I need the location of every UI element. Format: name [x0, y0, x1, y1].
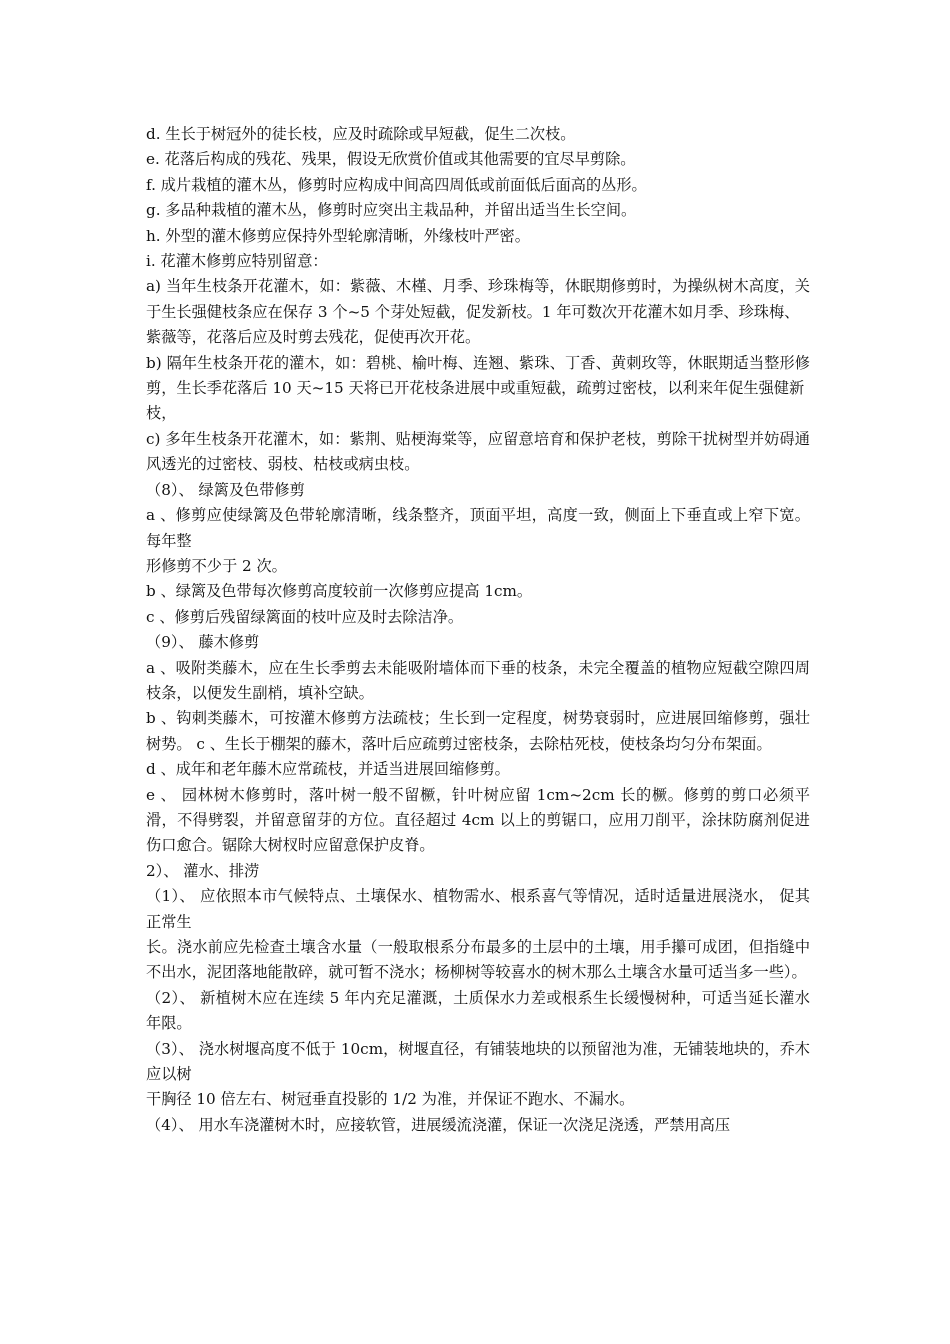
paragraph-item-f: f. 成片栽植的灌木丛，修剪时应构成中间高四周低或前面低后面高的丛形。	[146, 175, 647, 194]
paragraph-irrigation-2: （2）、 新植树木应在连续 5 年内充足灌溉，土质保水力差或根系生长缓慢树种，可适当延长灌水年限。	[146, 988, 810, 1033]
paragraph-irrigation-3-cont: 干胸径 10 倍左右、树冠垂直投影的 1/2 为准，并保证不跑水、不漏水。	[146, 1090, 635, 1109]
paragraph-shrub-annual: a) 当年生枝条开花灌木，如：紫薇、木槿、月季、珍珠梅等，休眠期修剪时，为操纵树木高度，关于生长强健枝条应在保存 3 个~5 个芽处短截，促发新枝。1 年可数次开花灌木如月季、珍珠梅、	[146, 277, 810, 321]
paragraph-shrub-biennial: b) 隔年生枝条开花的灌木，如：碧桃、榆叶梅、连翘、紫珠、丁香、黄刺玫等，休眠期适当整形修剪，生长季花落后 10 天~15 天将已开花枝条进展中或重短截，疏剪过密枝，以利来年促生强健新	[146, 353, 810, 398]
paragraph-shrub-annual-cont: 紫薇等，花落后应及时剪去残花，促使再次开花。	[146, 328, 481, 347]
paragraph-irrigation-1-cont: 长。浇水前应先检查土壤含水量（一般取根系分布最多的土层中的土壤，用手攥可成团，但指缝中不出水，泥团落地能散碎，就可暂不浇水；杨柳树等较喜水的树木那么土壤含水量可适当多一些）。	[146, 938, 810, 982]
paragraph-irrigation-3: （3）、 浇水树堰高度不低于 10cm，树堰直径，有铺装地块的以预留池为准，无铺装地块的，乔木应以树	[146, 1039, 810, 1084]
paragraph-item-d: d. 生长于树冠外的徒长枝，应及时疏除或早短截，促生二次枝。	[146, 125, 576, 143]
paragraph-hedge-b: b 、绿篱及色带每次修剪高度较前一次修剪应提高 1cm。	[146, 582, 533, 601]
paragraph-item-e: e. 花落后构成的残花、残果，假设无欣赏价值或其他需要的宜尽早剪除。	[146, 150, 636, 169]
section-heading-irrigation: 2）、 灌水、排涝	[146, 861, 260, 880]
paragraph-irrigation-4: （4）、 用水车浇灌树木时，应接软管，进展缓流浇灌，保证一次浇足浇透，严禁用高压	[146, 1115, 731, 1134]
paragraph-vine-e: e 、 园林树木修剪时，落叶树一般不留橛，针叶树应留 1cm~2cm 长的橛。修剪的剪口必须平滑，不得劈裂，并留意留芽的方位。直径超过 4cm 以上的剪锯口，应用刀削平，涂抹防腐剂促进伤口愈合。锯除大树杈时应留意保护皮脊。	[146, 785, 810, 855]
paragraph-vine-a: a 、吸附类藤木，应在生长季剪去未能吸附墙体而下垂的枝条，未完全覆盖的植物应短截空隙四周枝条，以便发生副梢，填补空缺。	[146, 658, 810, 702]
paragraph-irrigation-1: （1）、 应依照本市气候特点、土壤保水、植物需水、根系喜气等情况，适时适量进展浇水， 促其正常生	[146, 887, 810, 931]
paragraph-hedge-c: c 、修剪后残留绿篱面的枝叶应及时去除洁净。	[146, 607, 464, 626]
paragraph-vine-b-c: b 、钩刺类藤木，可按灌木修剪方法疏枝；生长到一定程度，树势衰弱时，应进展回缩修剪，强壮树势。 c 、生长于棚架的藤木，落叶后应疏剪过密枝条，去除枯死枝，使枝条均匀分布架面。	[146, 709, 810, 753]
paragraph-vine-d: d 、成年和老年藤木应常疏枝，并适当进展回缩修剪。	[146, 760, 510, 779]
paragraph-shrub-perennial: c) 多年生枝条开花灌木，如：紫荆、贴梗海棠等，应留意培育和保护老枝，剪除干扰树型并妨碍通风透光的过密枝、弱枝、枯枝或病虫枝。	[146, 429, 810, 474]
paragraph-shrub-biennial-cont: 枝，	[146, 404, 177, 423]
paragraph-item-i: i. 花灌木修剪应特别留意：	[146, 252, 328, 271]
section-heading-hedge: （8）、 绿篱及色带修剪	[146, 480, 305, 499]
paragraph-item-g: g. 多品种栽植的灌木丛，修剪时应突出主栽品种，并留出适当生长空间。	[146, 201, 637, 220]
paragraph-hedge-a: a 、修剪应使绿篱及色带轮廓清晰，线条整齐，顶面平坦，高度一致，侧面上下垂直或上窄下宽。每年整	[146, 506, 810, 550]
paragraph-item-h: h. 外型的灌木修剪应保持外型轮廓清晰，外缘枝叶严密。	[146, 226, 530, 245]
paragraph-hedge-a-cont: 形修剪不少于 2 次。	[146, 556, 287, 575]
document-body	[146, 122, 810, 1138]
section-heading-vine: （9）、 藤木修剪	[146, 633, 260, 652]
